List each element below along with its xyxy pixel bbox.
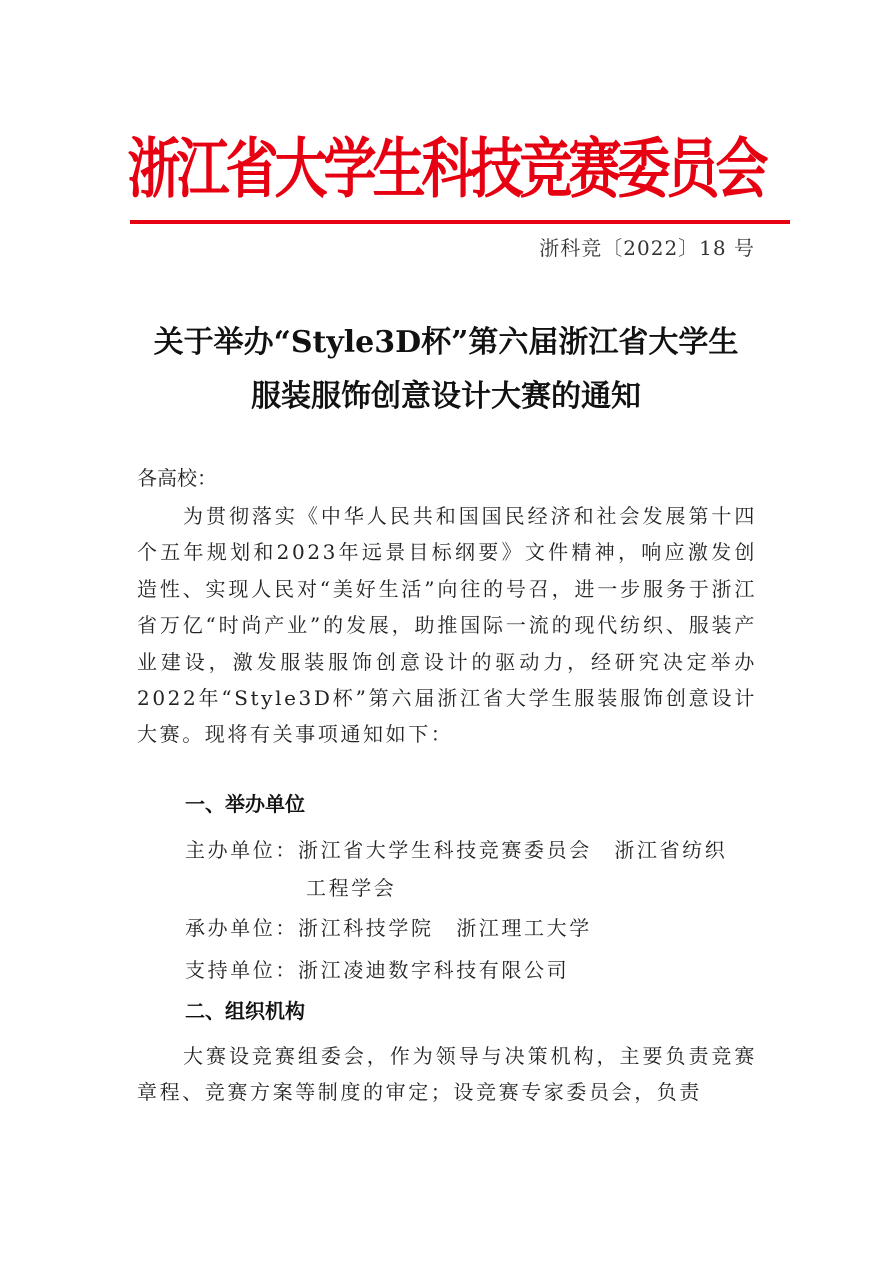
letterhead-red-rule [130, 220, 790, 224]
org-row-host-continued: 工程学会 [306, 876, 397, 900]
org-row-label: 主办单位： [185, 838, 298, 862]
org-row-supporter [185, 954, 569, 983]
org-row-value: 浙江科技学院 浙江理工大学 [298, 916, 592, 940]
section2-heading: 二、组织机构 [185, 999, 305, 1023]
org-row-label: 承办单位： [185, 916, 298, 940]
salutation: 各高校： [137, 466, 217, 490]
org-row-host [185, 834, 727, 863]
org-row-value: 浙江凌迪数字科技有限公司 [298, 958, 570, 982]
letterhead-org-name: 浙江省大学生科技竞赛委员会 [127, 132, 765, 208]
notice-title [0, 316, 892, 424]
org-row-label: 支持单位： [185, 958, 298, 982]
notice-title-line1: 关于举办“Style3D杯”第六届浙江省大学生 [153, 325, 739, 360]
notice-title-line2: 服装服饰创意设计大赛的通知 [251, 379, 641, 414]
intro-paragraph: 为贯彻落实《中华人民共和国国民经济和社会发展第十四个五年规划和2023年远景目标纲要》文件精神，响应激发创造性、实现人民对“美好生活”向往的号召，进一步服务于浙江省万亿“时尚产业”的发展，助推国际一流的现代纺织、服装产业建设，激发服装服饰创意设计的驱动力，经研究决定举办2022年“Style3D杯”第六届浙江省大学生服装服饰创意设计大赛。现将有关事项通知如下： [137, 504, 757, 747]
document-number: 浙科竞〔2022〕18 号 [539, 236, 755, 260]
org-row-organizer [185, 912, 592, 941]
section1-heading: 一、举办单位 [185, 792, 305, 816]
section2-paragraph: 大赛设竞赛组委会，作为领导与决策机构，主要负责竞赛章程、竞赛方案等制度的审定；设竞赛专家委员会，负责 [137, 1044, 757, 1105]
org-row-value: 浙江省大学生科技竞赛委员会 浙江省纺织 [298, 838, 728, 862]
